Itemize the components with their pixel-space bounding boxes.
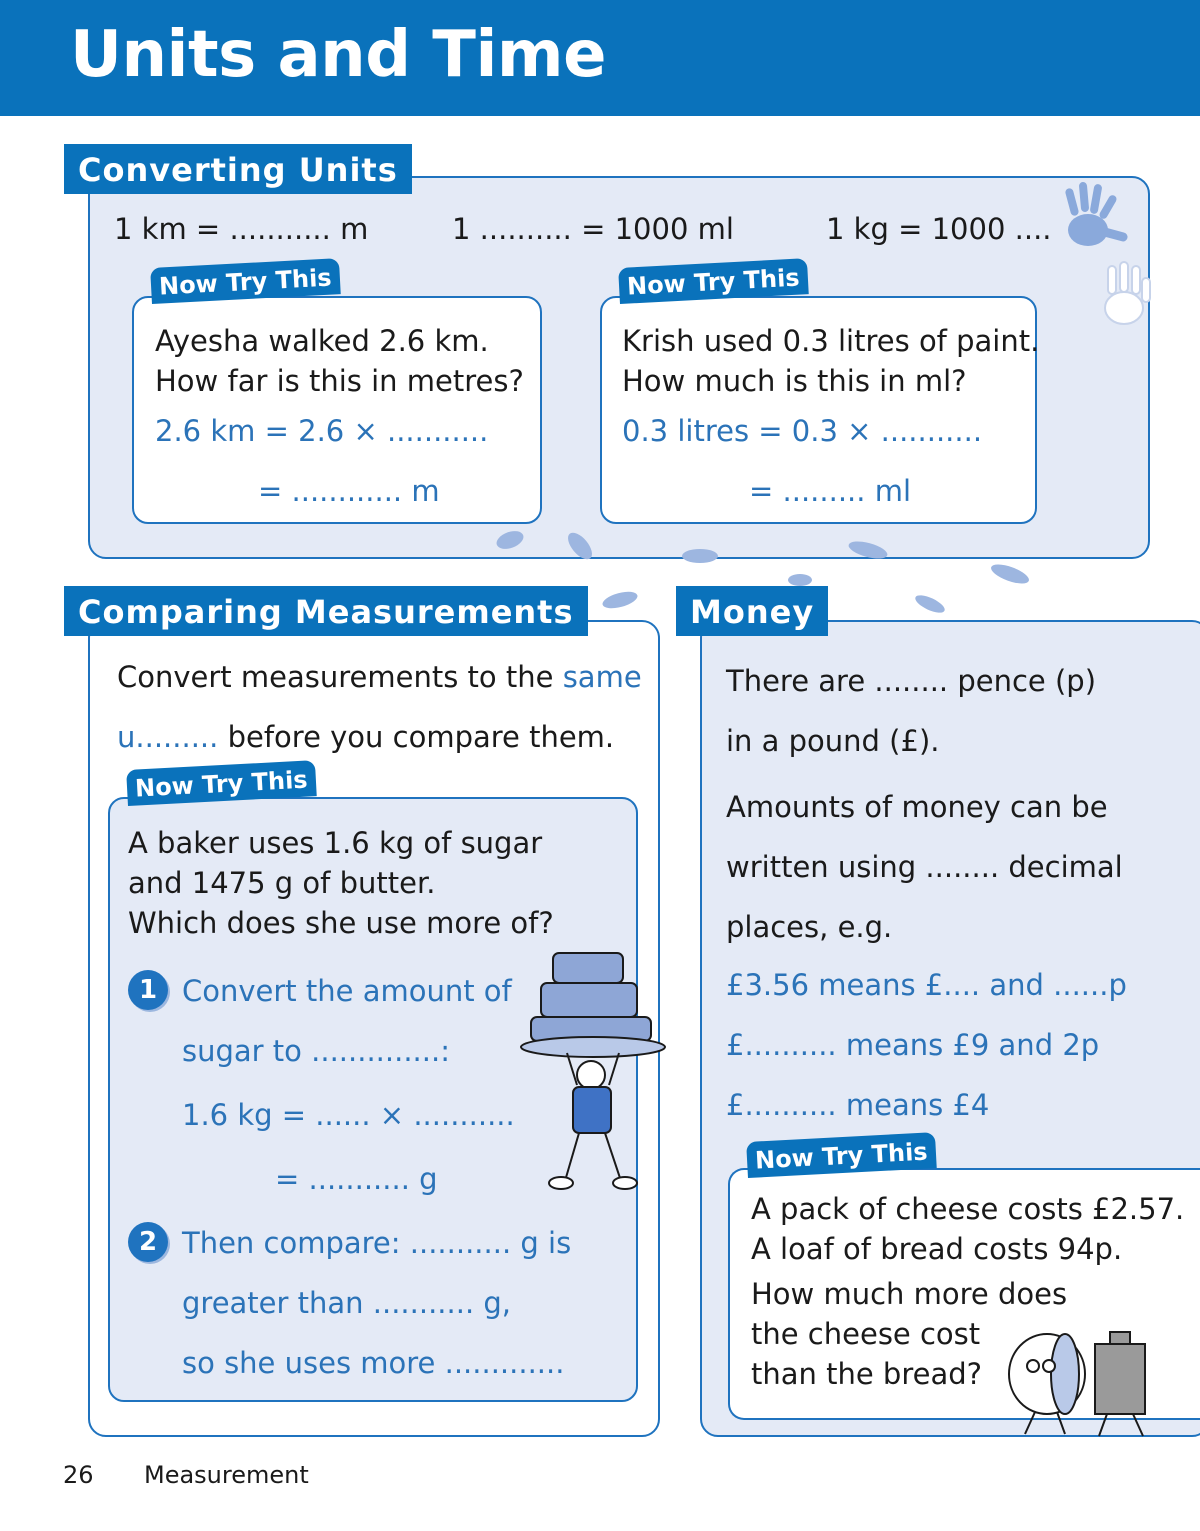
intro-text: before you compare them. bbox=[227, 720, 615, 754]
handprint-icon bbox=[1050, 178, 1140, 258]
handprint-outline-icon bbox=[1088, 258, 1168, 338]
working-line: = ............ m bbox=[258, 474, 440, 508]
step-line: Then compare: ........... g is bbox=[182, 1226, 572, 1260]
question-line: Ayesha walked 2.6 km. bbox=[155, 324, 489, 358]
now-try-this-label: Now Try This bbox=[746, 1132, 936, 1178]
converting-units-heading: Converting Units bbox=[64, 144, 412, 194]
step-number-badge: 1 bbox=[128, 970, 168, 1010]
working-line: 0.3 litres = 0.3 × ........... bbox=[622, 414, 983, 448]
question-line: How much is this in ml? bbox=[622, 364, 967, 398]
money-example: £.......... means £4 bbox=[726, 1088, 990, 1122]
comparing-intro-line bbox=[117, 660, 642, 695]
question-line: Krish used 0.3 litres of paint. bbox=[622, 324, 1040, 358]
section-name: Measurement bbox=[144, 1461, 309, 1489]
intro-text: Convert measurements to the bbox=[117, 660, 554, 694]
question-line: A pack of cheese costs £2.57. bbox=[751, 1192, 1185, 1226]
working-line: = ......... ml bbox=[749, 474, 912, 508]
unit-fact-ml: 1 .......... = 1000 ml bbox=[452, 212, 734, 246]
question-line: the cheese cost bbox=[751, 1317, 981, 1351]
intro-answer: same bbox=[562, 660, 642, 694]
question-line: A baker uses 1.6 kg of sugar bbox=[128, 826, 543, 860]
question-line: A loaf of bread costs 94p. bbox=[751, 1232, 1123, 1266]
working-line: 2.6 km = 2.6 × ........... bbox=[155, 414, 489, 448]
question-line: How far is this in metres? bbox=[155, 364, 524, 398]
baker-with-cake-illustration bbox=[515, 935, 675, 1195]
intro-answer: u......... bbox=[117, 720, 219, 754]
comparing-measurements-heading: Comparing Measurements bbox=[64, 586, 588, 636]
now-try-this-label: Now Try This bbox=[126, 760, 316, 806]
step-line: 1.6 kg = ...... × ........... bbox=[182, 1098, 515, 1132]
step-number-badge: 2 bbox=[128, 1222, 168, 1262]
money-line: places, e.g. bbox=[726, 910, 893, 944]
comparing-intro-line bbox=[117, 720, 614, 755]
unit-fact-kg: 1 kg = 1000 .... bbox=[826, 212, 1052, 246]
money-line: in a pound (£). bbox=[726, 724, 940, 758]
question-line: Which does she use more of? bbox=[128, 906, 554, 940]
page-title: Units and Time bbox=[70, 18, 606, 92]
step-line: sugar to ..............: bbox=[182, 1034, 450, 1068]
now-try-this-label: Now Try This bbox=[150, 258, 340, 304]
step-line: greater than ........... g, bbox=[182, 1286, 512, 1320]
money-line: written using ........ decimal bbox=[726, 850, 1123, 884]
money-line: Amounts of money can be bbox=[726, 790, 1108, 824]
step-line: so she uses more ............. bbox=[182, 1346, 565, 1380]
step-line: Convert the amount of bbox=[182, 974, 512, 1008]
money-example: £3.56 means £.... and ......p bbox=[726, 968, 1127, 1002]
unit-fact-km: 1 km = ........... m bbox=[114, 212, 369, 246]
question-line: than the bread? bbox=[751, 1357, 983, 1391]
cheese-and-grater-illustration bbox=[995, 1322, 1175, 1440]
question-line: and 1475 g of butter. bbox=[128, 866, 436, 900]
money-heading: Money bbox=[676, 586, 828, 636]
money-example: £.......... means £9 and 2p bbox=[726, 1028, 1100, 1062]
question-line: How much more does bbox=[751, 1277, 1068, 1311]
page-number: 26 bbox=[63, 1461, 94, 1489]
step-line: = ........... g bbox=[275, 1162, 438, 1196]
money-line: There are ........ pence (p) bbox=[726, 664, 1097, 698]
now-try-this-label: Now Try This bbox=[618, 258, 808, 304]
